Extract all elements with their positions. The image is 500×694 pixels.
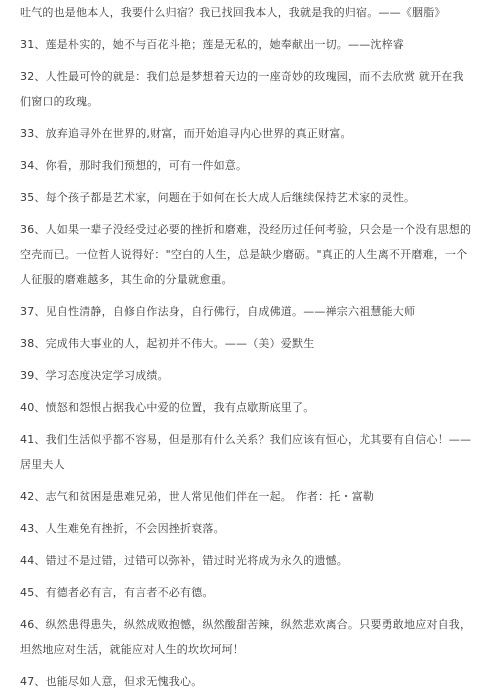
text-line: 42、志气和贫困是患难兄弟，世人常见他们伴在一起。 作者：托・富勒 bbox=[20, 490, 375, 503]
text-line: 47、也能尽如人意，但求无愧我心。 bbox=[20, 675, 203, 688]
text-line: 33、放弃追寻外在世界的,财富，而开始追寻内心世界的真正财富。 bbox=[20, 127, 352, 140]
text-line: 46、纵然患得患失，纵然成败抱憾，纵然酸甜苦辣，纵然悲欢离合。只要勇敢地应对自我， bbox=[20, 618, 472, 631]
text-line: 空壳而已。一位哲人说得好："空白的人生，总是缺少磨砺。"真正的人生离不开磨难，一个 bbox=[20, 248, 468, 261]
text-line: 39、学习态度决定学习成绩。 bbox=[20, 369, 169, 382]
text-line: 37、见自性清静，自修自作法身，自行佛行，自成佛道。——禅宗六祖慧能大师 bbox=[20, 305, 416, 318]
text-line: 36、人如果一辈子没经受过必要的挫折和磨难，没经历过任何考验，只会是一个没有思想的 bbox=[20, 223, 472, 236]
text-line: 41、我们生活似乎都不容易，但是那有什么关系？我们应该有恒心，尤其要有自信心！—— bbox=[20, 433, 472, 446]
text-line: 坦然地应对生活，就能应对人生的坎坎坷坷！ bbox=[20, 643, 244, 656]
text-line: 们窗口的玫瑰。 bbox=[20, 95, 99, 108]
text-line: 吐气的也是他本人，我要什么归宿？我已找回我本人，我就是我的归宿。——《胭脂》 bbox=[20, 6, 446, 19]
text-line: 38、完成伟大事业的人，起初并不伟大。——（美）爱默生 bbox=[20, 337, 315, 350]
text-line: 40、愤怒和怨恨占据我心中爱的位置，我有点歇斯底里了。 bbox=[20, 401, 315, 414]
text-line: 43、人生难免有挫折，不会因挫折衰落。 bbox=[20, 522, 225, 535]
text-line: 居里夫人 bbox=[20, 458, 65, 471]
text-line: 35、每个孩子都是艺术家，问题在于如何在长大成人后继续保持艺术家的灵性。 bbox=[20, 191, 416, 204]
text-line: 32、人性最可怜的就是：我们总是梦想着天边的一座奇妙的玫瑰园，而不去欣赏 就开在我 bbox=[20, 70, 464, 83]
text-line: 45、有德者必有言，有言者不必有德。 bbox=[20, 586, 214, 599]
text-line: 34、你看，那时我们预想的，可有一件如意。 bbox=[20, 159, 248, 172]
document-body bbox=[20, 0, 482, 694]
text-line: 44、错过不是过错，过错可以弥补，错过时光将成为永久的遗憾。 bbox=[20, 554, 348, 567]
text-line: 人征服的磨难越多，其生命的分量就愈重。 bbox=[20, 273, 233, 286]
text-line: 31、莲是朴实的，她不与百花斗艳；莲是无私的，她奉献出一切。——沈梓睿 bbox=[20, 38, 404, 51]
